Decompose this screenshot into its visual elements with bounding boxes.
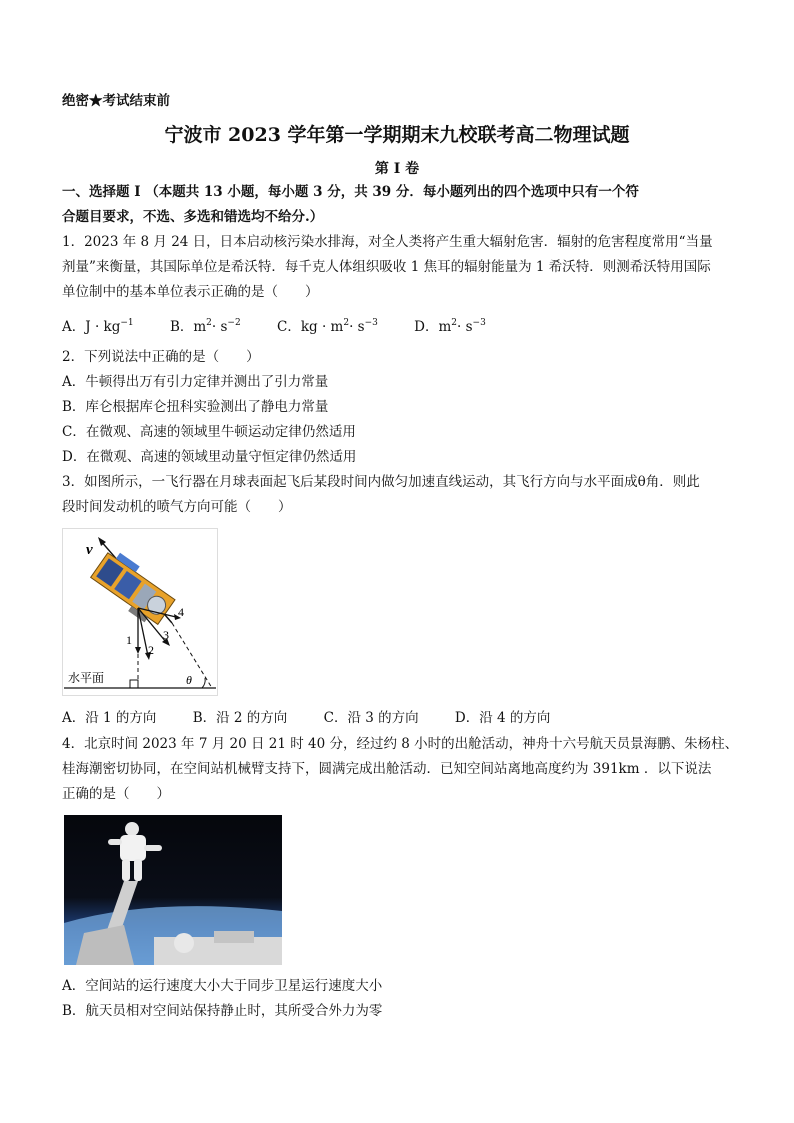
q3-figure — [62, 528, 218, 696]
q4-option-b: B．航天员相对空间站保持静止时，其所受合外力为零 — [62, 1003, 383, 1019]
q1-line3: 单位制中的基本单位表示正确的是（ ） — [62, 284, 319, 300]
q1-option-a: A．$J \cdot kg^{-1}$ — [62, 318, 134, 335]
q3-option-a: A．沿 1 的方向 — [62, 710, 157, 726]
station-dome — [174, 933, 194, 953]
q2-option-c: C．在微观、高速的领域里牛顿运动定律仍然适用 — [62, 424, 356, 440]
q4-line2: 桂海潮密切协同，在空间站机械臂支持下，圆满完成出舱活动．已知空间站离地高度约为 391km ．以下说法 — [62, 761, 712, 777]
q4-line3: 正确的是（ ） — [62, 786, 170, 802]
q1-line1: 1．2023 年 8 月 24 日，日本启动核污染水排海，对全人类将产生重大辐射危害．辐射的危害程度常用“当量 — [62, 234, 713, 250]
q3-line1: 3．如图所示，一飞行器在月球表面起飞后某段时间内做匀加速直线运动，其飞行方向与水平面成θ角．则此 — [62, 474, 700, 490]
section-heading-line1: 一、选择题 I （本题共 13 小题，每小题 3 分，共 39 分．每小题列出的四个选项中只有一个符 — [62, 184, 639, 200]
q3-option-c: C．沿 3 的方向 — [323, 710, 419, 726]
q3-options — [62, 709, 582, 727]
direction-4-label: 4 — [178, 605, 184, 619]
direction-1-label: 1 — [126, 633, 132, 647]
q3-option-d: D．沿 4 的方向 — [454, 710, 551, 726]
q1-options — [62, 314, 518, 336]
station-structure — [214, 931, 254, 943]
q1-option-b: B．$m^2\cdot s^{-2}$ — [169, 318, 241, 335]
q4-option-a: A．空间站的运行速度大小大于同步卫星运行速度大小 — [62, 978, 383, 994]
q1-line2: 剂量”来衡量，其国际单位是希沃特．每千克人体组织吸收 1 焦耳的辐射能量为 1 希沃特．则测希沃特用国际 — [62, 259, 711, 275]
q1-option-d: D．$m^2\cdot s^{-3}$ — [414, 318, 486, 335]
q4-astronaut-photo — [64, 815, 282, 965]
q3-option-b: B．沿 2 的方向 — [192, 710, 288, 726]
q2-option-a: A．牛顿得出万有引力定律并测出了引力常量 — [62, 374, 329, 390]
direction-2-label: 2 — [148, 643, 154, 657]
volume-label: 第 I 卷 — [374, 161, 420, 177]
q1-option-c: C．kg · $m^2\cdot s^{-3}$ — [277, 318, 378, 335]
theta-label: θ — [186, 673, 192, 687]
ground-label: 水平面 — [68, 671, 105, 685]
section-heading-line2: 合题目要求，不选、多选和错选均不给分.） — [62, 209, 324, 225]
q2-option-d: D．在微观、高速的领域里动量守恒定律仍然适用 — [62, 449, 357, 465]
velocity-label: v — [86, 542, 93, 558]
q4-line1: 4．北京时间 2023 年 7 月 20 日 21 时 40 分，经过约 8 小时的出舱活动，神舟十六号航天员景海鹏、朱杨柱、 — [62, 736, 739, 752]
q2-option-b: B．库仑根据库仑扭科实验测出了静电力常量 — [62, 399, 329, 415]
q3-line2: 段时间发动机的喷气方向可能（ ） — [62, 499, 292, 515]
direction-3-label: 3 — [163, 628, 169, 642]
q2-stem: 2．下列说法中正确的是（ ） — [62, 349, 260, 365]
secret-label: 绝密★考试结束前 — [62, 93, 170, 109]
page-title: 宁波市 2023 学年第一学期期末九校联考高二物理试题 — [164, 124, 630, 146]
